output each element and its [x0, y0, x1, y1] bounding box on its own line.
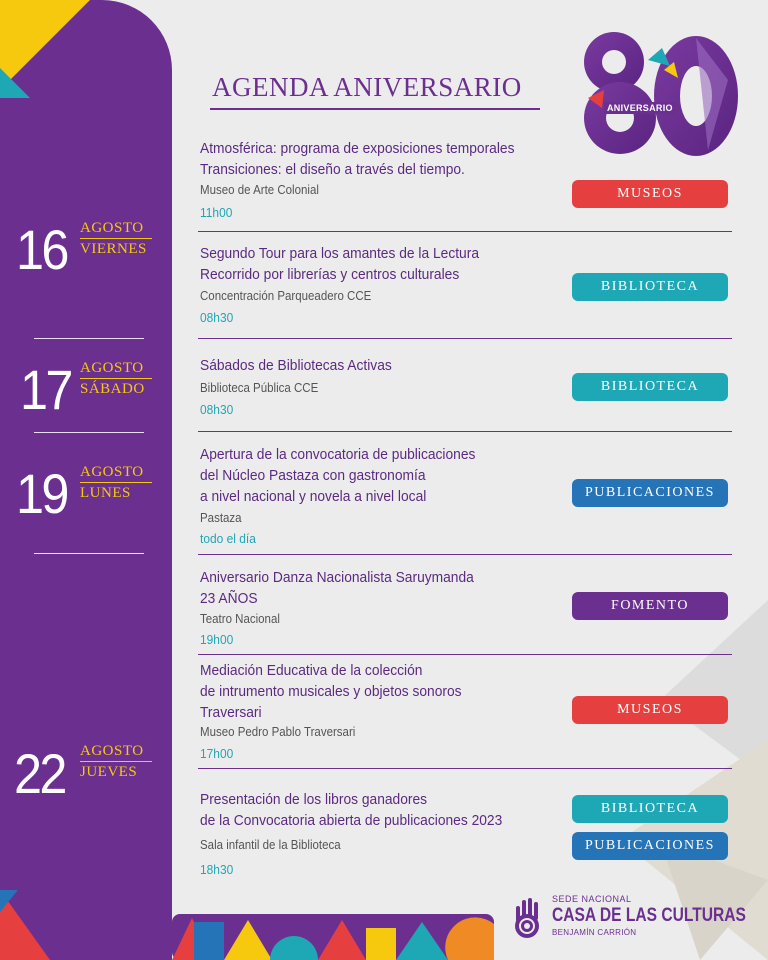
event-divider: [198, 654, 732, 655]
event-time: 11h00: [200, 205, 233, 220]
date-day-22: 22: [14, 742, 65, 805]
event-time: todo el día: [200, 531, 256, 546]
aniversario-80-logo: [578, 20, 740, 158]
logo-line1: SEDE NACIONAL: [552, 894, 632, 904]
date-month: AGOSTO: [80, 464, 144, 480]
tag-biblioteca: BIBLIOTECA: [572, 373, 728, 401]
corner-triangle-bottom-left: [0, 890, 50, 960]
event-divider: [198, 231, 732, 232]
event-time: 19h00: [200, 632, 234, 647]
event-venue: Biblioteca Pública CCE: [200, 381, 319, 395]
bottom-decorative-shapes: [172, 914, 494, 960]
casa-de-las-culturas-logo: [510, 892, 746, 944]
event-venue: Museo de Arte Colonial: [200, 183, 319, 197]
event-title: Sábados de Bibliotecas Activas: [200, 357, 392, 374]
tag-biblioteca: BIBLIOTECA: [572, 273, 728, 301]
event-venue: Sala infantil de la Biblioteca: [200, 838, 341, 852]
date-day-19: 19: [16, 462, 67, 525]
event-divider: [198, 338, 732, 339]
event-title: Aniversario Danza Nacionalista Saruymanda 23 AÑOS: [200, 569, 474, 607]
event-title: Mediación Educativa de la colección de intrumento musicales y objetos sonoros Traversari: [200, 662, 462, 721]
event-divider: [198, 768, 732, 769]
logo-line3: BENJAMÍN CARRIÓN: [552, 928, 637, 937]
date-weekday: LUNES: [80, 485, 131, 501]
date-rule: [80, 378, 152, 379]
event-venue: Concentración Parqueadero CCE: [200, 289, 372, 303]
hand-logo-icon: [510, 896, 546, 940]
event-title: Apertura de la convocatoria de publicaciones del Núcleo Pastaza con gastronomía a nivel nacional y novela a nivel local: [200, 446, 476, 505]
date-separator: [34, 338, 144, 339]
date-rule: [80, 238, 152, 239]
logo-80-shape: [578, 20, 740, 158]
event-venue: Pastaza: [200, 511, 242, 525]
title-underline: [210, 108, 540, 110]
corner-triangle-teal: [0, 68, 30, 98]
date-month: AGOSTO: [80, 360, 144, 376]
event-divider: [198, 431, 732, 432]
event-venue: Museo Pedro Pablo Traversari: [200, 725, 356, 739]
event-time: 08h30: [200, 310, 234, 325]
date-separator: [34, 553, 144, 554]
tag-publicaciones: PUBLICACIONES: [572, 832, 728, 860]
event-divider: [198, 554, 732, 555]
date-month: AGOSTO: [80, 743, 144, 759]
date-month: AGOSTO: [80, 220, 144, 236]
date-rule: [80, 761, 152, 762]
event-time: 18h30: [200, 862, 234, 877]
event-title: Segundo Tour para los amantes de la Lectura Recorrido por librerías y centros culturales: [200, 245, 480, 283]
tag-museos: MUSEOS: [572, 180, 728, 208]
date-rule: [80, 482, 152, 483]
tag-biblioteca: BIBLIOTECA: [572, 795, 728, 823]
event-venue: Teatro Nacional: [200, 612, 280, 626]
tag-museos: MUSEOS: [572, 696, 728, 724]
date-weekday: JUEVES: [80, 764, 138, 780]
page-title: AGENDA ANIVERSARIO: [212, 72, 522, 102]
date-weekday: VIERNES: [80, 241, 147, 257]
tag-fomento: FOMENTO: [572, 592, 728, 620]
tag-publicaciones: PUBLICACIONES: [572, 479, 728, 507]
logo-80-label: ANIVERSARIO: [604, 102, 676, 114]
event-title: Atmosférica: programa de exposiciones temporales Transiciones: el diseño a través del tiempo.: [200, 140, 515, 178]
date-weekday: SÁBADO: [80, 381, 145, 397]
date-day-17: 17: [20, 358, 71, 421]
logo-line2: CASA DE LAS CULTURAS: [552, 905, 746, 926]
event-title: Presentación de los libros ganadores de la Convocatoria abierta de publicaciones 2023: [200, 791, 503, 829]
event-time: 17h00: [200, 746, 234, 761]
date-separator: [34, 432, 144, 433]
date-day-16: 16: [16, 218, 67, 281]
event-time: 08h30: [200, 402, 234, 417]
